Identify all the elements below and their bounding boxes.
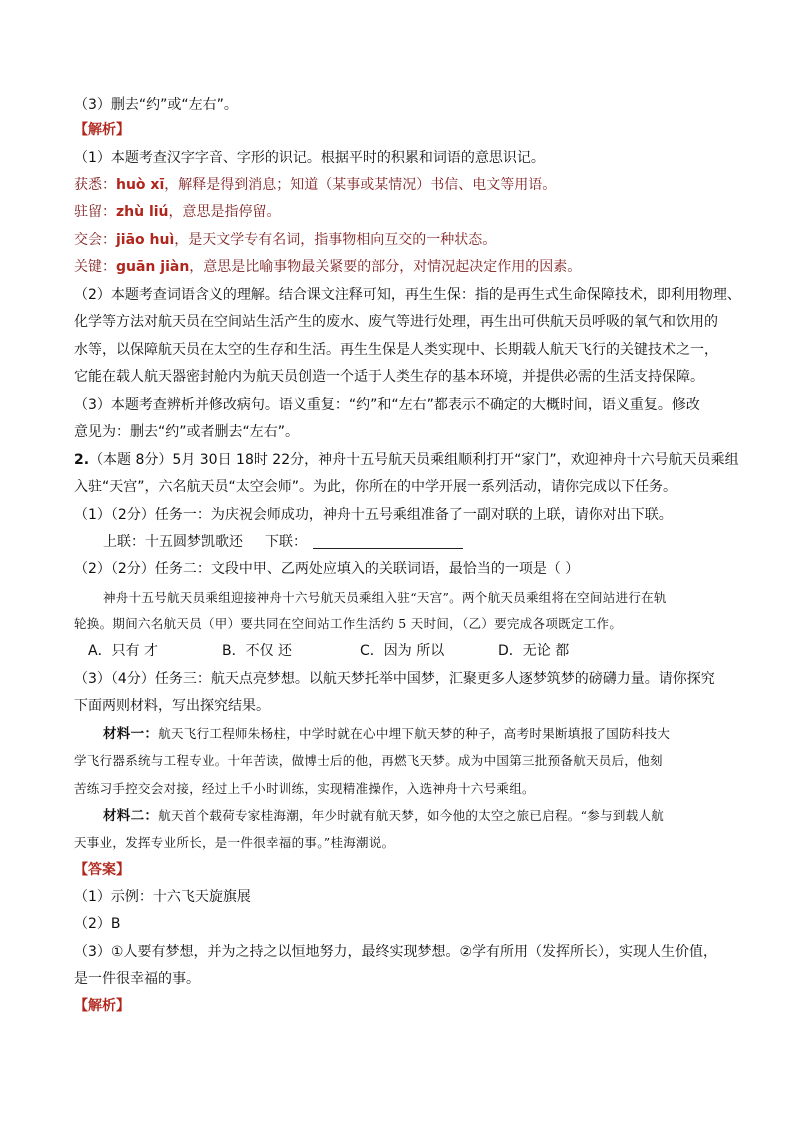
couplet-line bbox=[103, 533, 724, 551]
task3-line2: 下面两则材料，写出探究结果。 bbox=[74, 698, 270, 714]
material2-line1 bbox=[103, 807, 724, 825]
answer-1: （1）示例：十六飞天旋旗展 bbox=[74, 889, 251, 905]
couplet-up-label: 上联： bbox=[103, 534, 145, 550]
material2-line2: 天事业，发挥专业所长，是一件很幸福的事。”桂海潮说。 bbox=[74, 835, 395, 850]
material1-line1 bbox=[103, 725, 724, 743]
material2-text: 航天首个载荷专家桂海潮，年少时就有航天梦，如今他的太空之旅已启程。“参与到载人航 bbox=[158, 808, 665, 823]
term-explanation: ，是天文学专有名词，指事物相向互交的一种状态。 bbox=[174, 232, 497, 248]
passage-line1: 神舟十五号航天员乘组迎接神舟十六号航天员乘组入驻“天宫”。两个航天员乘组将在空间站进行在轨 bbox=[103, 590, 667, 605]
term-word: 关键： bbox=[74, 259, 116, 275]
term-pinyin: zhù liú bbox=[116, 204, 169, 220]
option-a: A．只有 才 bbox=[88, 643, 159, 659]
material2-label: 材料二： bbox=[103, 808, 159, 824]
material1-label: 材料一： bbox=[103, 726, 159, 742]
options-row bbox=[88, 642, 724, 660]
question-intro: 5月 30日 18时 22分，神舟十五号航天员乘组顺利打开“家门”，欢迎神舟十六号航天员乘组 bbox=[172, 452, 739, 468]
term-explanation: ，意思是比喻事物最关紧要的部分，对情况起决定作用的因素。 bbox=[189, 259, 582, 275]
answer-blank bbox=[313, 534, 463, 549]
answer-3-line2: 是一件很幸福的事。 bbox=[74, 971, 200, 987]
passage-line2: 轮换。期间六名航天员（甲）要共同在空间站工作生活约 5 天时间，（乙）要完成各项既定工作。 bbox=[74, 616, 623, 631]
material1-line2: 学飞行器系统与工程专业。十年苦读，做博士后的他，再燃飞天梦。成为中国第三批预备航天员后，他刻 bbox=[74, 753, 663, 768]
answer-3-line1: （3）①人要有梦想，并为之持之以恒地努力，最终实现梦想。②学有所用（发挥所长），实现人生价值， bbox=[74, 944, 718, 960]
term-guanjian bbox=[74, 258, 724, 276]
term-word: 获悉： bbox=[74, 177, 116, 193]
question2-intro-line2: 入驻“天宫”，六名航天员“太空会师”。为此，你所在的中学开展一系列活动，请你完成以下任务。 bbox=[74, 479, 678, 495]
question-number: 2. bbox=[74, 452, 90, 468]
answer-heading: 【答案】 bbox=[74, 862, 130, 878]
analysis-p2-line3: 水等，以保障航天员在太空的生存和生活。再生生保是人类实现中、长期载人航天飞行的关键技术之一， bbox=[74, 342, 718, 358]
term-zhuliu bbox=[74, 203, 724, 221]
analysis-p2-line4: 它能在载人航天器密封舱内为航天员创造一个适于人类生存的基本环境，并提供必需的生活支持保障。 bbox=[74, 369, 704, 385]
couplet-up: 十五圆梦凯歌还 bbox=[145, 534, 243, 550]
material1-text: 航天飞行工程师朱杨柱，中学时就在心中埋下航天梦的种子，高考时果断填报了国防科技大 bbox=[158, 726, 671, 741]
analysis-heading: 【解析】 bbox=[74, 122, 130, 138]
analysis-heading-bottom: 【解析】 bbox=[74, 998, 130, 1014]
option-b: B．不仅 还 bbox=[222, 643, 293, 659]
option-c: C．因为 所以 bbox=[360, 643, 445, 659]
material1-line3: 苦练习手控交会对接，经过上千小时训练，实现精准操作，入选神舟十六号乘组。 bbox=[74, 781, 535, 796]
q3-answer-line: （3）删去“约”或“左右”。 bbox=[74, 97, 238, 113]
analysis-p3-line2: 意见为：删去“约”或者删去“左右”。 bbox=[74, 424, 300, 440]
analysis-p2-line1: （2）本题考查词语含义的理解。结合课文注释可知，再生生保：指的是再生式生命保障技术，即利用物理、 bbox=[74, 287, 741, 303]
answer-2: （2）B bbox=[74, 916, 121, 932]
term-jiaohui bbox=[74, 231, 724, 249]
term-pinyin: guān jiàn bbox=[116, 259, 190, 275]
term-pinyin: jiāo huì bbox=[116, 232, 175, 248]
term-explanation: ，解释是得到消息；知道（某事或某情况）书信、电文等用语。 bbox=[164, 177, 557, 193]
term-word: 驻留： bbox=[74, 204, 116, 220]
question2-intro-line1 bbox=[74, 451, 739, 469]
term-word: 交会： bbox=[74, 232, 116, 248]
task1-line: （1）（2分）任务一：为庆祝会师成功，神舟十五号乘组准备了一副对联的上联，请你对出下联。 bbox=[74, 507, 673, 523]
option-d: D．无论 都 bbox=[498, 643, 570, 659]
task3-line1: （3）（4分）任务三：航天点亮梦想。以航天梦托举中国梦，汇聚更多人逐梦筑梦的磅礴力量。请你探究 bbox=[74, 671, 715, 687]
task2-line: （2）（2分）任务二：文段中甲、乙两处应填入的关联词语，最恰当的一项是（ ） bbox=[74, 561, 580, 577]
term-explanation: ，意思是指停留。 bbox=[168, 204, 281, 220]
term-huoxi bbox=[74, 176, 724, 194]
analysis-p1: （1）本题考查汉字字音、字形的识记。根据平时的积累和词语的意思识记。 bbox=[74, 150, 545, 166]
question-score: （本题 8分） bbox=[89, 452, 173, 468]
analysis-p2-line2: 化学等方法对航天员在空间站生活产生的废水、废气等进行处理，再生出可供航天员呼吸的氧气和饮用的 bbox=[74, 314, 718, 330]
couplet-down-label: 下联： bbox=[265, 534, 307, 550]
term-pinyin: huò xī bbox=[116, 177, 165, 193]
analysis-p3-line1: （3）本题考查辨析并修改病句。语义重复：“约”和“左右”都表示不确定的大概时间，语义重复。修改 bbox=[74, 397, 700, 413]
